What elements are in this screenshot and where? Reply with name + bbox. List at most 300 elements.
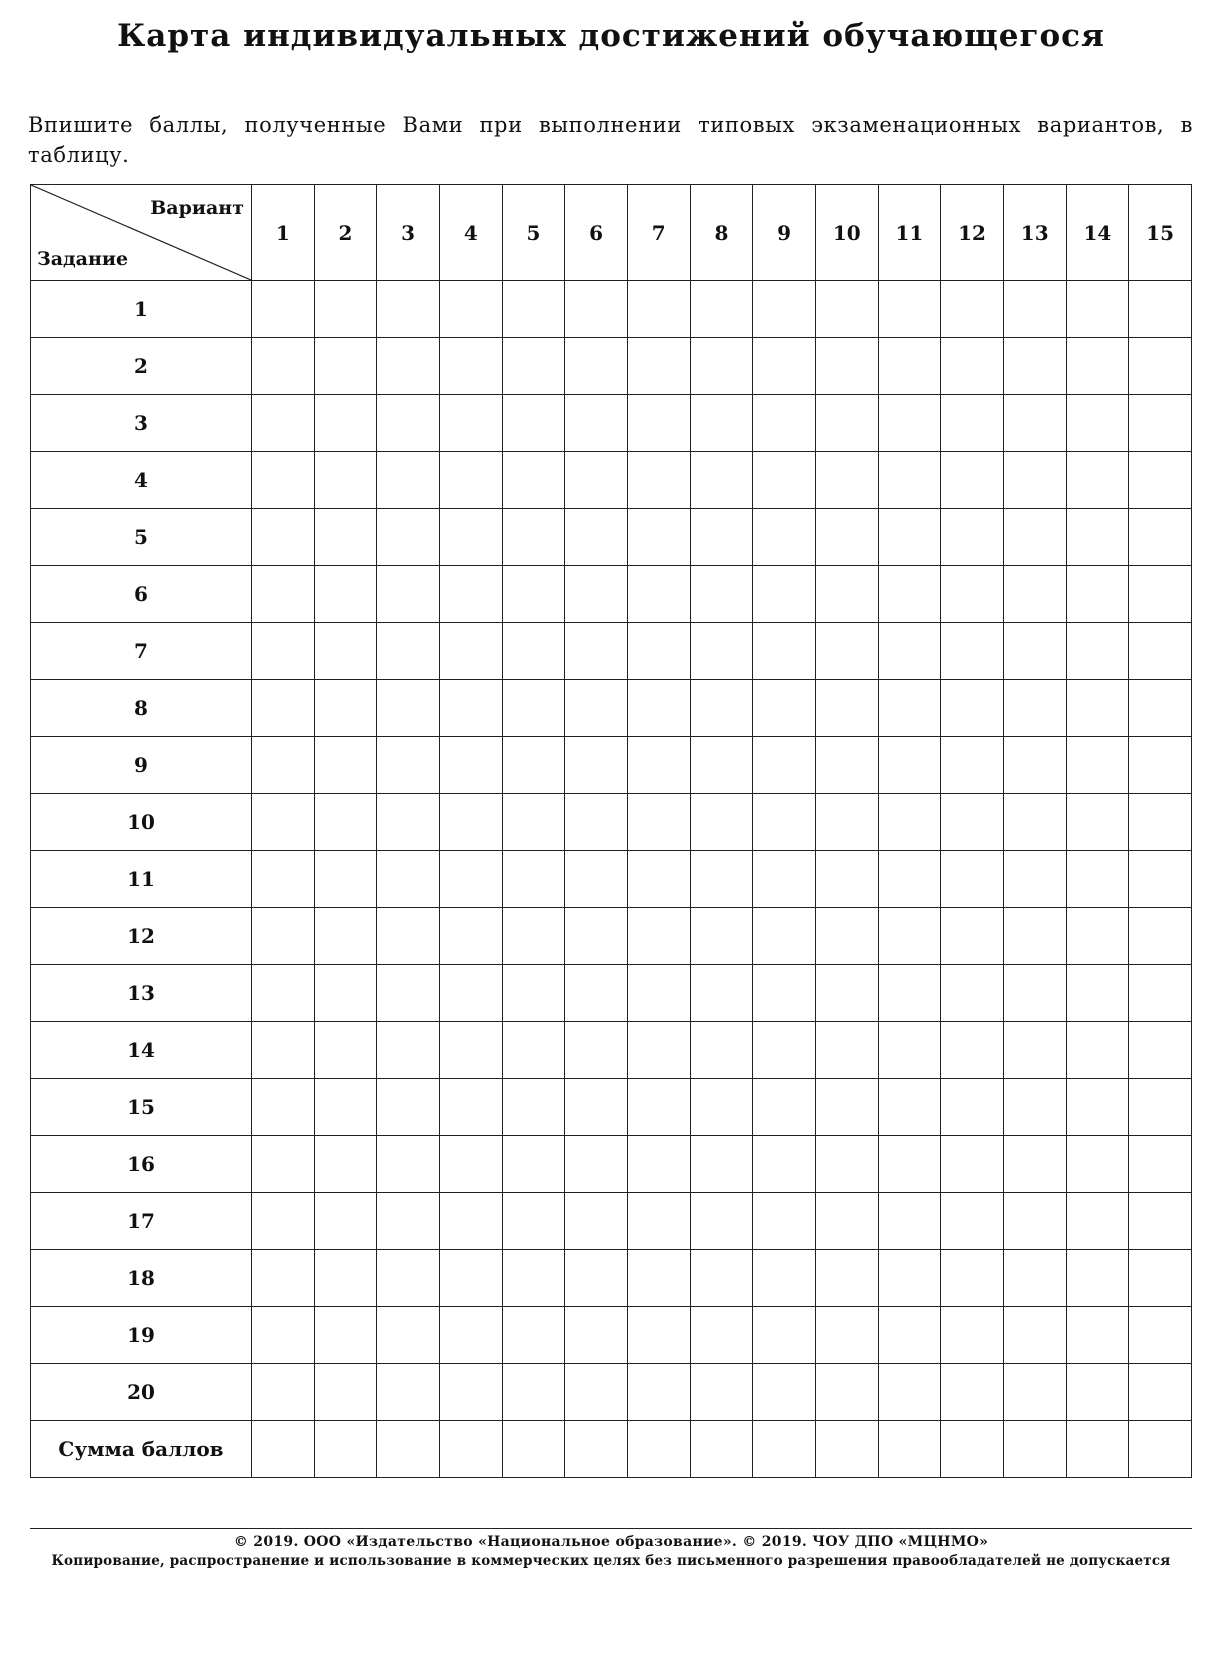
score-cell[interactable] bbox=[690, 1307, 753, 1364]
score-cell[interactable] bbox=[690, 965, 753, 1022]
sum-cell[interactable] bbox=[439, 1421, 502, 1478]
score-cell[interactable] bbox=[1066, 509, 1129, 566]
sum-cell[interactable] bbox=[815, 1421, 878, 1478]
score-cell[interactable] bbox=[1129, 680, 1192, 737]
score-cell[interactable] bbox=[627, 452, 690, 509]
score-cell[interactable] bbox=[690, 737, 753, 794]
score-cell[interactable] bbox=[753, 680, 816, 737]
score-cell[interactable] bbox=[314, 1022, 377, 1079]
sum-cell[interactable] bbox=[252, 1421, 315, 1478]
score-cell[interactable] bbox=[815, 1079, 878, 1136]
score-cell[interactable] bbox=[1003, 1250, 1066, 1307]
score-cell[interactable] bbox=[1066, 452, 1129, 509]
score-cell[interactable] bbox=[878, 1136, 941, 1193]
score-cell[interactable] bbox=[439, 965, 502, 1022]
sum-cell[interactable] bbox=[690, 1421, 753, 1478]
score-cell[interactable] bbox=[565, 1364, 628, 1421]
score-cell[interactable] bbox=[627, 1079, 690, 1136]
score-cell[interactable] bbox=[314, 1079, 377, 1136]
score-cell[interactable] bbox=[1066, 1079, 1129, 1136]
score-cell[interactable] bbox=[314, 851, 377, 908]
score-cell[interactable] bbox=[439, 452, 502, 509]
score-cell[interactable] bbox=[627, 737, 690, 794]
score-cell[interactable] bbox=[314, 1136, 377, 1193]
score-cell[interactable] bbox=[377, 1136, 440, 1193]
score-cell[interactable] bbox=[1003, 794, 1066, 851]
score-cell[interactable] bbox=[1066, 1364, 1129, 1421]
score-cell[interactable] bbox=[377, 965, 440, 1022]
score-cell[interactable] bbox=[565, 1250, 628, 1307]
score-cell[interactable] bbox=[627, 1364, 690, 1421]
score-cell[interactable] bbox=[878, 794, 941, 851]
score-cell[interactable] bbox=[565, 680, 628, 737]
score-cell[interactable] bbox=[690, 281, 753, 338]
score-cell[interactable] bbox=[377, 1079, 440, 1136]
score-cell[interactable] bbox=[690, 509, 753, 566]
score-cell[interactable] bbox=[941, 1250, 1004, 1307]
score-cell[interactable] bbox=[252, 908, 315, 965]
score-cell[interactable] bbox=[753, 1250, 816, 1307]
score-cell[interactable] bbox=[1003, 281, 1066, 338]
score-cell[interactable] bbox=[878, 395, 941, 452]
score-cell[interactable] bbox=[1129, 1364, 1192, 1421]
score-cell[interactable] bbox=[377, 338, 440, 395]
score-cell[interactable] bbox=[1129, 1136, 1192, 1193]
score-cell[interactable] bbox=[314, 1307, 377, 1364]
score-cell[interactable] bbox=[314, 281, 377, 338]
score-cell[interactable] bbox=[815, 566, 878, 623]
score-cell[interactable] bbox=[1129, 452, 1192, 509]
score-cell[interactable] bbox=[690, 566, 753, 623]
score-cell[interactable] bbox=[815, 851, 878, 908]
score-cell[interactable] bbox=[314, 452, 377, 509]
score-cell[interactable] bbox=[690, 1022, 753, 1079]
score-cell[interactable] bbox=[439, 1022, 502, 1079]
score-cell[interactable] bbox=[941, 1307, 1004, 1364]
score-cell[interactable] bbox=[1129, 1250, 1192, 1307]
score-cell[interactable] bbox=[502, 1250, 565, 1307]
score-cell[interactable] bbox=[627, 566, 690, 623]
score-cell[interactable] bbox=[439, 338, 502, 395]
score-cell[interactable] bbox=[627, 965, 690, 1022]
score-cell[interactable] bbox=[1066, 737, 1129, 794]
score-cell[interactable] bbox=[627, 281, 690, 338]
score-cell[interactable] bbox=[1066, 1193, 1129, 1250]
score-cell[interactable] bbox=[377, 509, 440, 566]
score-cell[interactable] bbox=[314, 1250, 377, 1307]
score-cell[interactable] bbox=[753, 737, 816, 794]
score-cell[interactable] bbox=[1003, 737, 1066, 794]
score-cell[interactable] bbox=[1129, 395, 1192, 452]
score-cell[interactable] bbox=[565, 623, 628, 680]
score-cell[interactable] bbox=[753, 1307, 816, 1364]
score-cell[interactable] bbox=[439, 1364, 502, 1421]
score-cell[interactable] bbox=[1066, 1022, 1129, 1079]
score-cell[interactable] bbox=[439, 1250, 502, 1307]
score-cell[interactable] bbox=[377, 680, 440, 737]
score-cell[interactable] bbox=[439, 737, 502, 794]
score-cell[interactable] bbox=[439, 623, 502, 680]
sum-cell[interactable] bbox=[1003, 1421, 1066, 1478]
score-cell[interactable] bbox=[690, 395, 753, 452]
score-cell[interactable] bbox=[502, 281, 565, 338]
score-cell[interactable] bbox=[565, 566, 628, 623]
score-cell[interactable] bbox=[1066, 1307, 1129, 1364]
score-cell[interactable] bbox=[439, 1079, 502, 1136]
score-cell[interactable] bbox=[753, 338, 816, 395]
score-cell[interactable] bbox=[377, 281, 440, 338]
score-cell[interactable] bbox=[941, 623, 1004, 680]
sum-cell[interactable] bbox=[314, 1421, 377, 1478]
score-cell[interactable] bbox=[690, 1136, 753, 1193]
score-cell[interactable] bbox=[377, 1307, 440, 1364]
score-cell[interactable] bbox=[690, 908, 753, 965]
score-cell[interactable] bbox=[1003, 452, 1066, 509]
score-cell[interactable] bbox=[1066, 566, 1129, 623]
score-cell[interactable] bbox=[941, 395, 1004, 452]
score-cell[interactable] bbox=[565, 1079, 628, 1136]
score-cell[interactable] bbox=[690, 680, 753, 737]
score-cell[interactable] bbox=[627, 338, 690, 395]
score-cell[interactable] bbox=[1003, 851, 1066, 908]
score-cell[interactable] bbox=[627, 851, 690, 908]
sum-cell[interactable] bbox=[1129, 1421, 1192, 1478]
score-cell[interactable] bbox=[252, 1136, 315, 1193]
score-cell[interactable] bbox=[941, 1364, 1004, 1421]
score-cell[interactable] bbox=[502, 851, 565, 908]
score-cell[interactable] bbox=[1129, 1193, 1192, 1250]
score-cell[interactable] bbox=[1066, 395, 1129, 452]
score-cell[interactable] bbox=[252, 1250, 315, 1307]
sum-cell[interactable] bbox=[941, 1421, 1004, 1478]
score-cell[interactable] bbox=[314, 965, 377, 1022]
score-cell[interactable] bbox=[377, 1022, 440, 1079]
score-cell[interactable] bbox=[690, 1364, 753, 1421]
score-cell[interactable] bbox=[314, 566, 377, 623]
score-cell[interactable] bbox=[377, 395, 440, 452]
score-cell[interactable] bbox=[1003, 1364, 1066, 1421]
score-cell[interactable] bbox=[941, 680, 1004, 737]
score-cell[interactable] bbox=[252, 680, 315, 737]
score-cell[interactable] bbox=[690, 794, 753, 851]
score-cell[interactable] bbox=[815, 338, 878, 395]
score-cell[interactable] bbox=[439, 1136, 502, 1193]
score-cell[interactable] bbox=[753, 1193, 816, 1250]
score-cell[interactable] bbox=[439, 851, 502, 908]
score-cell[interactable] bbox=[502, 623, 565, 680]
score-cell[interactable] bbox=[565, 509, 628, 566]
score-cell[interactable] bbox=[439, 1307, 502, 1364]
score-cell[interactable] bbox=[1003, 1022, 1066, 1079]
score-cell[interactable] bbox=[252, 338, 315, 395]
score-cell[interactable] bbox=[815, 1307, 878, 1364]
score-cell[interactable] bbox=[941, 338, 1004, 395]
score-cell[interactable] bbox=[878, 737, 941, 794]
score-cell[interactable] bbox=[627, 794, 690, 851]
score-cell[interactable] bbox=[1066, 623, 1129, 680]
score-cell[interactable] bbox=[314, 908, 377, 965]
score-cell[interactable] bbox=[941, 566, 1004, 623]
score-cell[interactable] bbox=[627, 1136, 690, 1193]
score-cell[interactable] bbox=[941, 908, 1004, 965]
score-cell[interactable] bbox=[690, 1079, 753, 1136]
sum-cell[interactable] bbox=[753, 1421, 816, 1478]
score-cell[interactable] bbox=[439, 794, 502, 851]
score-cell[interactable] bbox=[314, 737, 377, 794]
score-cell[interactable] bbox=[1129, 1307, 1192, 1364]
score-cell[interactable] bbox=[690, 851, 753, 908]
score-cell[interactable] bbox=[753, 566, 816, 623]
score-cell[interactable] bbox=[377, 794, 440, 851]
score-cell[interactable] bbox=[314, 1193, 377, 1250]
score-cell[interactable] bbox=[377, 623, 440, 680]
score-cell[interactable] bbox=[502, 338, 565, 395]
score-cell[interactable] bbox=[1003, 908, 1066, 965]
sum-cell[interactable] bbox=[627, 1421, 690, 1478]
score-cell[interactable] bbox=[941, 1136, 1004, 1193]
score-cell[interactable] bbox=[502, 1307, 565, 1364]
score-cell[interactable] bbox=[878, 509, 941, 566]
score-cell[interactable] bbox=[502, 965, 565, 1022]
score-cell[interactable] bbox=[314, 1364, 377, 1421]
score-cell[interactable] bbox=[502, 509, 565, 566]
score-cell[interactable] bbox=[815, 794, 878, 851]
score-cell[interactable] bbox=[753, 965, 816, 1022]
score-cell[interactable] bbox=[439, 680, 502, 737]
score-cell[interactable] bbox=[565, 965, 628, 1022]
score-cell[interactable] bbox=[1066, 338, 1129, 395]
score-cell[interactable] bbox=[565, 737, 628, 794]
score-cell[interactable] bbox=[1066, 1136, 1129, 1193]
score-cell[interactable] bbox=[565, 1136, 628, 1193]
score-cell[interactable] bbox=[1066, 908, 1129, 965]
score-cell[interactable] bbox=[252, 509, 315, 566]
score-cell[interactable] bbox=[314, 623, 377, 680]
score-cell[interactable] bbox=[878, 338, 941, 395]
score-cell[interactable] bbox=[815, 281, 878, 338]
score-cell[interactable] bbox=[815, 1364, 878, 1421]
score-cell[interactable] bbox=[565, 395, 628, 452]
score-cell[interactable] bbox=[878, 1250, 941, 1307]
score-cell[interactable] bbox=[815, 1193, 878, 1250]
score-cell[interactable] bbox=[941, 737, 1004, 794]
score-cell[interactable] bbox=[565, 1307, 628, 1364]
sum-cell[interactable] bbox=[565, 1421, 628, 1478]
score-cell[interactable] bbox=[439, 566, 502, 623]
score-cell[interactable] bbox=[878, 1364, 941, 1421]
score-cell[interactable] bbox=[1129, 566, 1192, 623]
score-cell[interactable] bbox=[690, 623, 753, 680]
score-cell[interactable] bbox=[1066, 794, 1129, 851]
score-cell[interactable] bbox=[502, 395, 565, 452]
score-cell[interactable] bbox=[314, 395, 377, 452]
score-cell[interactable] bbox=[1129, 1079, 1192, 1136]
score-cell[interactable] bbox=[314, 509, 377, 566]
score-cell[interactable] bbox=[627, 509, 690, 566]
score-cell[interactable] bbox=[1129, 794, 1192, 851]
score-cell[interactable] bbox=[690, 452, 753, 509]
score-cell[interactable] bbox=[627, 623, 690, 680]
score-cell[interactable] bbox=[815, 737, 878, 794]
score-cell[interactable] bbox=[815, 509, 878, 566]
score-cell[interactable] bbox=[941, 1193, 1004, 1250]
sum-cell[interactable] bbox=[502, 1421, 565, 1478]
sum-cell[interactable] bbox=[377, 1421, 440, 1478]
score-cell[interactable] bbox=[1066, 1250, 1129, 1307]
score-cell[interactable] bbox=[1003, 566, 1066, 623]
score-cell[interactable] bbox=[1129, 1022, 1192, 1079]
score-cell[interactable] bbox=[878, 566, 941, 623]
score-cell[interactable] bbox=[252, 281, 315, 338]
score-cell[interactable] bbox=[753, 1079, 816, 1136]
score-cell[interactable] bbox=[627, 1250, 690, 1307]
score-cell[interactable] bbox=[565, 908, 628, 965]
score-cell[interactable] bbox=[252, 851, 315, 908]
score-cell[interactable] bbox=[1003, 680, 1066, 737]
score-cell[interactable] bbox=[815, 908, 878, 965]
score-cell[interactable] bbox=[502, 1193, 565, 1250]
score-cell[interactable] bbox=[252, 566, 315, 623]
score-cell[interactable] bbox=[753, 452, 816, 509]
score-cell[interactable] bbox=[565, 452, 628, 509]
score-cell[interactable] bbox=[878, 623, 941, 680]
score-cell[interactable] bbox=[439, 1193, 502, 1250]
score-cell[interactable] bbox=[878, 452, 941, 509]
score-cell[interactable] bbox=[941, 965, 1004, 1022]
score-cell[interactable] bbox=[502, 908, 565, 965]
score-cell[interactable] bbox=[502, 566, 565, 623]
score-cell[interactable] bbox=[1003, 965, 1066, 1022]
sum-cell[interactable] bbox=[1066, 1421, 1129, 1478]
score-cell[interactable] bbox=[627, 1307, 690, 1364]
score-cell[interactable] bbox=[439, 908, 502, 965]
score-cell[interactable] bbox=[377, 1250, 440, 1307]
score-cell[interactable] bbox=[565, 1022, 628, 1079]
score-cell[interactable] bbox=[941, 509, 1004, 566]
score-cell[interactable] bbox=[565, 1193, 628, 1250]
score-cell[interactable] bbox=[815, 623, 878, 680]
score-cell[interactable] bbox=[815, 1022, 878, 1079]
score-cell[interactable] bbox=[439, 395, 502, 452]
score-cell[interactable] bbox=[627, 395, 690, 452]
score-cell[interactable] bbox=[1129, 623, 1192, 680]
score-cell[interactable] bbox=[252, 737, 315, 794]
score-cell[interactable] bbox=[252, 1022, 315, 1079]
score-cell[interactable] bbox=[377, 851, 440, 908]
score-cell[interactable] bbox=[1003, 1193, 1066, 1250]
score-cell[interactable] bbox=[753, 509, 816, 566]
score-cell[interactable] bbox=[502, 794, 565, 851]
score-cell[interactable] bbox=[252, 452, 315, 509]
score-cell[interactable] bbox=[627, 908, 690, 965]
score-cell[interactable] bbox=[252, 965, 315, 1022]
score-cell[interactable] bbox=[627, 1193, 690, 1250]
score-cell[interactable] bbox=[252, 794, 315, 851]
score-cell[interactable] bbox=[1003, 1307, 1066, 1364]
score-cell[interactable] bbox=[252, 1079, 315, 1136]
score-cell[interactable] bbox=[1129, 338, 1192, 395]
score-cell[interactable] bbox=[815, 680, 878, 737]
score-cell[interactable] bbox=[502, 737, 565, 794]
score-cell[interactable] bbox=[1003, 338, 1066, 395]
score-cell[interactable] bbox=[1129, 908, 1192, 965]
score-cell[interactable] bbox=[815, 1136, 878, 1193]
score-cell[interactable] bbox=[753, 1022, 816, 1079]
score-cell[interactable] bbox=[1066, 281, 1129, 338]
score-cell[interactable] bbox=[878, 1193, 941, 1250]
score-cell[interactable] bbox=[1129, 509, 1192, 566]
score-cell[interactable] bbox=[941, 851, 1004, 908]
score-cell[interactable] bbox=[753, 281, 816, 338]
score-cell[interactable] bbox=[439, 509, 502, 566]
score-cell[interactable] bbox=[753, 623, 816, 680]
score-cell[interactable] bbox=[1066, 851, 1129, 908]
score-cell[interactable] bbox=[565, 794, 628, 851]
score-cell[interactable] bbox=[690, 338, 753, 395]
score-cell[interactable] bbox=[753, 851, 816, 908]
score-cell[interactable] bbox=[878, 1079, 941, 1136]
score-cell[interactable] bbox=[377, 566, 440, 623]
score-cell[interactable] bbox=[941, 794, 1004, 851]
score-cell[interactable] bbox=[1129, 737, 1192, 794]
score-cell[interactable] bbox=[878, 1307, 941, 1364]
score-cell[interactable] bbox=[314, 680, 377, 737]
score-cell[interactable] bbox=[502, 1022, 565, 1079]
score-cell[interactable] bbox=[252, 623, 315, 680]
score-cell[interactable] bbox=[377, 1364, 440, 1421]
score-cell[interactable] bbox=[1003, 1079, 1066, 1136]
score-cell[interactable] bbox=[690, 1193, 753, 1250]
score-cell[interactable] bbox=[377, 1193, 440, 1250]
score-cell[interactable] bbox=[690, 1250, 753, 1307]
score-cell[interactable] bbox=[565, 851, 628, 908]
score-cell[interactable] bbox=[941, 452, 1004, 509]
score-cell[interactable] bbox=[878, 281, 941, 338]
score-cell[interactable] bbox=[878, 680, 941, 737]
score-cell[interactable] bbox=[753, 395, 816, 452]
score-cell[interactable] bbox=[377, 737, 440, 794]
sum-cell[interactable] bbox=[878, 1421, 941, 1478]
score-cell[interactable] bbox=[878, 965, 941, 1022]
score-cell[interactable] bbox=[1003, 509, 1066, 566]
score-cell[interactable] bbox=[377, 908, 440, 965]
score-cell[interactable] bbox=[878, 908, 941, 965]
score-cell[interactable] bbox=[753, 1364, 816, 1421]
score-cell[interactable] bbox=[565, 338, 628, 395]
score-cell[interactable] bbox=[1129, 281, 1192, 338]
score-cell[interactable] bbox=[502, 1136, 565, 1193]
score-cell[interactable] bbox=[753, 1136, 816, 1193]
score-cell[interactable] bbox=[439, 281, 502, 338]
score-cell[interactable] bbox=[314, 338, 377, 395]
score-cell[interactable] bbox=[502, 1364, 565, 1421]
score-cell[interactable] bbox=[1003, 1136, 1066, 1193]
score-cell[interactable] bbox=[1003, 395, 1066, 452]
score-cell[interactable] bbox=[252, 395, 315, 452]
score-cell[interactable] bbox=[753, 908, 816, 965]
score-cell[interactable] bbox=[815, 395, 878, 452]
score-cell[interactable] bbox=[314, 794, 377, 851]
score-cell[interactable] bbox=[377, 452, 440, 509]
score-cell[interactable] bbox=[753, 794, 816, 851]
score-cell[interactable] bbox=[502, 1079, 565, 1136]
score-cell[interactable] bbox=[1129, 965, 1192, 1022]
score-cell[interactable] bbox=[941, 1079, 1004, 1136]
score-cell[interactable] bbox=[627, 1022, 690, 1079]
score-cell[interactable] bbox=[252, 1307, 315, 1364]
score-cell[interactable] bbox=[1129, 851, 1192, 908]
score-cell[interactable] bbox=[565, 281, 628, 338]
